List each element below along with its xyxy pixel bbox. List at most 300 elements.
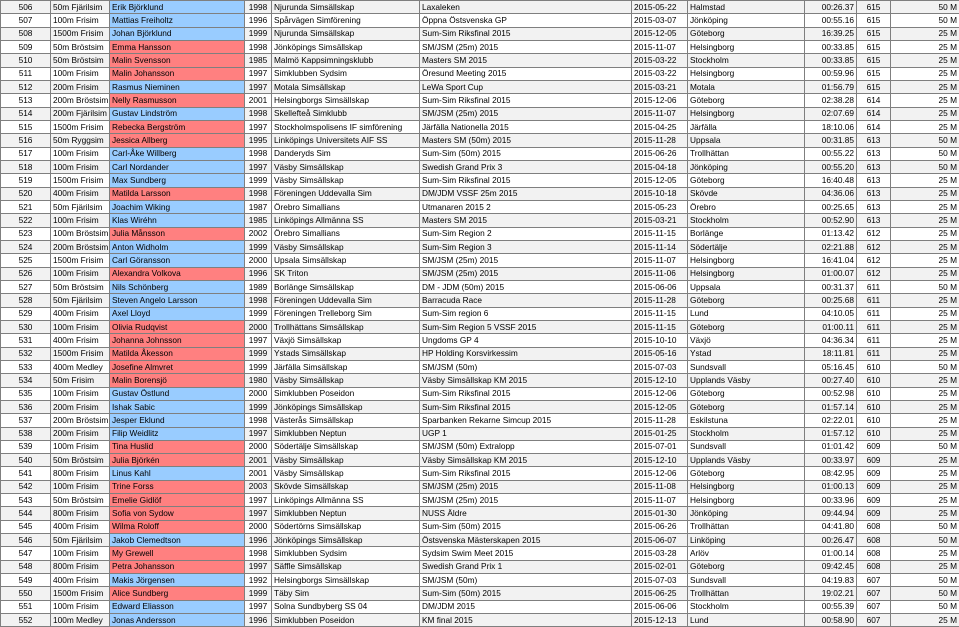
birth-year-cell: 1996	[245, 534, 272, 547]
club-cell: Föreningen Uddevalla Sim	[272, 187, 420, 200]
table-row	[1, 94, 959, 107]
rank-cell: 535	[1, 387, 51, 400]
time-cell: 00:31.85	[805, 134, 857, 147]
birth-year-cell: 2000	[245, 320, 272, 333]
points-cell: 611	[857, 307, 891, 320]
club-cell: Föreningen Uddevalla Sim	[272, 294, 420, 307]
rank-cell: 520	[1, 187, 51, 200]
meet-cell: SM/JSM (25m) 2015	[420, 40, 632, 53]
birth-year-cell: 1997	[245, 560, 272, 573]
table-row	[1, 387, 959, 400]
time-cell: 00:55.20	[805, 160, 857, 173]
city-cell: Eskilstuna	[688, 414, 805, 427]
time-cell: 19:02.21	[805, 587, 857, 600]
points-cell: 613	[857, 160, 891, 173]
course-cell: 25 M	[891, 480, 959, 493]
time-cell: 00:58.90	[805, 614, 857, 627]
swimmer-name-cell: Alexandra Volkova	[110, 267, 245, 280]
city-cell: Göteborg	[688, 94, 805, 107]
course-cell: 25 M	[891, 507, 959, 520]
date-cell: 2015-11-06	[632, 267, 688, 280]
birth-year-cell: 1999	[245, 240, 272, 253]
club-cell: Helsingborgs Simsällskap	[272, 94, 420, 107]
rank-cell: 516	[1, 134, 51, 147]
date-cell: 2015-03-21	[632, 214, 688, 227]
city-cell: Göteborg	[688, 174, 805, 187]
birth-year-cell: 2000	[245, 387, 272, 400]
course-cell: 25 M	[891, 174, 959, 187]
swimmer-name-cell: Malin Borensjö	[110, 374, 245, 387]
city-cell: Helsingborg	[688, 267, 805, 280]
time-cell: 04:19.83	[805, 574, 857, 587]
rank-cell: 510	[1, 54, 51, 67]
time-cell: 00:26.37	[805, 1, 857, 14]
city-cell: Upplands Väsby	[688, 454, 805, 467]
city-cell: Uppsala	[688, 134, 805, 147]
rank-cell: 549	[1, 574, 51, 587]
time-cell: 16:41.04	[805, 254, 857, 267]
city-cell: Göteborg	[688, 400, 805, 413]
date-cell: 2015-11-28	[632, 134, 688, 147]
date-cell: 2015-12-05	[632, 27, 688, 40]
points-cell: 610	[857, 374, 891, 387]
points-cell: 609	[857, 454, 891, 467]
event-cell: 800m Frisim	[51, 560, 110, 573]
table-row	[1, 494, 959, 507]
points-cell: 613	[857, 147, 891, 160]
meet-cell: Swedish Grand Prix 1	[420, 560, 632, 573]
table-row	[1, 467, 959, 480]
rank-cell: 533	[1, 360, 51, 373]
date-cell: 2015-06-07	[632, 534, 688, 547]
city-cell: Motala	[688, 80, 805, 93]
time-cell: 00:33.97	[805, 454, 857, 467]
time-cell: 00:26.47	[805, 534, 857, 547]
club-cell: Linköpings Allmänna SS	[272, 494, 420, 507]
table-row	[1, 520, 959, 533]
course-cell: 50 M	[891, 280, 959, 293]
table-row	[1, 200, 959, 213]
club-cell: Väsby Simsällskap	[272, 374, 420, 387]
course-cell: 25 M	[891, 347, 959, 360]
birth-year-cell: 1998	[245, 1, 272, 14]
date-cell: 2015-10-18	[632, 187, 688, 200]
event-cell: 100m Frisim	[51, 547, 110, 560]
course-cell: 25 M	[891, 414, 959, 427]
course-cell: 25 M	[891, 200, 959, 213]
points-cell: 607	[857, 600, 891, 613]
meet-cell: HP Holding Korsvirkessim	[420, 347, 632, 360]
rank-cell: 528	[1, 294, 51, 307]
course-cell: 25 M	[891, 107, 959, 120]
club-cell: Väsby Simsällskap	[272, 240, 420, 253]
date-cell: 2015-04-25	[632, 120, 688, 133]
birth-year-cell: 1987	[245, 200, 272, 213]
swimmer-name-cell: Josefine Almvret	[110, 360, 245, 373]
meet-cell: Sum-Sim Region 2	[420, 227, 632, 240]
swimmer-name-cell: Carl Göransson	[110, 254, 245, 267]
club-cell: Trollhättans Simsällskap	[272, 320, 420, 333]
club-cell: Väsby Simsällskap	[272, 454, 420, 467]
meet-cell: Sum-Sim Riksfinal 2015	[420, 94, 632, 107]
club-cell: Motala Simsällskap	[272, 80, 420, 93]
table-row	[1, 454, 959, 467]
event-cell: 100m Frisim	[51, 480, 110, 493]
birth-year-cell: 1997	[245, 507, 272, 520]
club-cell: Jönköpings Simsällskap	[272, 400, 420, 413]
points-cell: 615	[857, 27, 891, 40]
birth-year-cell: 1998	[245, 547, 272, 560]
birth-year-cell: 1996	[245, 14, 272, 27]
table-row	[1, 574, 959, 587]
points-cell: 612	[857, 240, 891, 253]
rank-cell: 541	[1, 467, 51, 480]
table-row	[1, 40, 959, 53]
date-cell: 2015-12-05	[632, 400, 688, 413]
club-cell: Simklubben Sydsim	[272, 547, 420, 560]
rank-cell: 540	[1, 454, 51, 467]
date-cell: 2015-03-28	[632, 547, 688, 560]
time-cell: 00:55.16	[805, 14, 857, 27]
rank-cell: 530	[1, 320, 51, 333]
course-cell: 50 M	[891, 134, 959, 147]
course-cell: 25 M	[891, 227, 959, 240]
club-cell: Spårvägen Simförening	[272, 14, 420, 27]
swimmer-name-cell: Makis Jörgensen	[110, 574, 245, 587]
event-cell: 400m Frisim	[51, 574, 110, 587]
meet-cell: DM/JDM 2015	[420, 600, 632, 613]
course-cell: 50 M	[891, 600, 959, 613]
table-row	[1, 347, 959, 360]
meet-cell: Masters SM 2015	[420, 54, 632, 67]
table-row	[1, 294, 959, 307]
course-cell: 50 M	[891, 1, 959, 14]
meet-cell: Sum-Sim Region 3	[420, 240, 632, 253]
swimmer-name-cell: Jakob Clemedtson	[110, 534, 245, 547]
time-cell: 09:44.94	[805, 507, 857, 520]
date-cell: 2015-03-07	[632, 14, 688, 27]
event-cell: 50m Fjärilsim	[51, 1, 110, 14]
birth-year-cell: 1997	[245, 67, 272, 80]
time-cell: 08:42.95	[805, 467, 857, 480]
points-cell: 608	[857, 520, 891, 533]
rank-cell: 523	[1, 227, 51, 240]
rank-cell: 522	[1, 214, 51, 227]
birth-year-cell: 1980	[245, 374, 272, 387]
rank-cell: 518	[1, 160, 51, 173]
city-cell: Arlöv	[688, 547, 805, 560]
table-row	[1, 587, 959, 600]
table-row	[1, 280, 959, 293]
points-cell: 615	[857, 1, 891, 14]
meet-cell: Sum-Sim (50m) 2015	[420, 147, 632, 160]
time-cell: 01:01.42	[805, 440, 857, 453]
course-cell: 25 M	[891, 400, 959, 413]
time-cell: 01:00.07	[805, 267, 857, 280]
event-cell: 1500m Frisim	[51, 27, 110, 40]
event-cell: 1500m Frisim	[51, 347, 110, 360]
course-cell: 25 M	[891, 614, 959, 627]
time-cell: 00:33.96	[805, 494, 857, 507]
points-cell: 610	[857, 414, 891, 427]
date-cell: 2015-11-15	[632, 307, 688, 320]
rank-cell: 507	[1, 14, 51, 27]
points-cell: 612	[857, 254, 891, 267]
event-cell: 400m Frisim	[51, 520, 110, 533]
club-cell: Järfälla Simsällskap	[272, 360, 420, 373]
city-cell: Jönköping	[688, 160, 805, 173]
meet-cell: Sparbanken Rekarne Simcup 2015	[420, 414, 632, 427]
table-row	[1, 120, 959, 133]
table-row	[1, 240, 959, 253]
city-cell: Ystad	[688, 347, 805, 360]
rank-cell: 517	[1, 147, 51, 160]
event-cell: 50m Ryggsim	[51, 134, 110, 147]
table-row	[1, 534, 959, 547]
rank-cell: 544	[1, 507, 51, 520]
swimmer-name-cell: Anton Widholm	[110, 240, 245, 253]
meet-cell: Ungdoms GP 4	[420, 334, 632, 347]
event-cell: 100m Frisim	[51, 214, 110, 227]
points-cell: 612	[857, 227, 891, 240]
club-cell: Njurunda Simsällskap	[272, 27, 420, 40]
time-cell: 00:52.90	[805, 214, 857, 227]
rank-cell: 542	[1, 480, 51, 493]
table-row	[1, 107, 959, 120]
birth-year-cell: 1998	[245, 147, 272, 160]
points-cell: 607	[857, 574, 891, 587]
date-cell: 2015-12-10	[632, 454, 688, 467]
meet-cell: Sydsim Swim Meet 2015	[420, 547, 632, 560]
table-row	[1, 600, 959, 613]
city-cell: Göteborg	[688, 320, 805, 333]
event-cell: 50m Bröstsim	[51, 280, 110, 293]
points-cell: 611	[857, 334, 891, 347]
date-cell: 2015-05-22	[632, 1, 688, 14]
city-cell: Stockholm	[688, 600, 805, 613]
points-cell: 610	[857, 387, 891, 400]
time-cell: 01:57.12	[805, 427, 857, 440]
rank-cell: 511	[1, 67, 51, 80]
table-row	[1, 427, 959, 440]
date-cell: 2015-07-03	[632, 574, 688, 587]
birth-year-cell: 1999	[245, 587, 272, 600]
table-row	[1, 54, 959, 67]
rank-cell: 512	[1, 80, 51, 93]
rank-cell: 509	[1, 40, 51, 53]
swimmer-name-cell: Jesper Eklund	[110, 414, 245, 427]
birth-year-cell: 1995	[245, 134, 272, 147]
date-cell: 2015-12-06	[632, 94, 688, 107]
swimmer-name-cell: Matilda Åkesson	[110, 347, 245, 360]
event-cell: 100m Frisim	[51, 440, 110, 453]
city-cell: Jönköping	[688, 14, 805, 27]
rank-cell: 514	[1, 107, 51, 120]
swimmer-name-cell: Nils Schönberg	[110, 280, 245, 293]
birth-year-cell: 1998	[245, 107, 272, 120]
club-cell: Borlänge Simsällskap	[272, 280, 420, 293]
swimmer-name-cell: Edward Eliasson	[110, 600, 245, 613]
birth-year-cell: 2000	[245, 440, 272, 453]
birth-year-cell: 1998	[245, 414, 272, 427]
table-row	[1, 174, 959, 187]
city-cell: Örebro	[688, 200, 805, 213]
date-cell: 2015-05-16	[632, 347, 688, 360]
meet-cell: NUSS Äldre	[420, 507, 632, 520]
club-cell: Jönköpings Simsällskap	[272, 40, 420, 53]
meet-cell: Masters SM 2015	[420, 214, 632, 227]
birth-year-cell: 2000	[245, 254, 272, 267]
swimmer-name-cell: Johanna Johnsson	[110, 334, 245, 347]
event-cell: 1500m Frisim	[51, 587, 110, 600]
date-cell: 2015-06-06	[632, 280, 688, 293]
time-cell: 01:57.14	[805, 400, 857, 413]
table-row	[1, 400, 959, 413]
event-cell: 100m Frisim	[51, 600, 110, 613]
meet-cell: SM/JSM (50m) Extralopp	[420, 440, 632, 453]
date-cell: 2015-07-03	[632, 360, 688, 373]
meet-cell: Sum-Sim Riksfinal 2015	[420, 174, 632, 187]
event-cell: 50m Bröstsim	[51, 40, 110, 53]
points-cell: 609	[857, 440, 891, 453]
rank-cell: 534	[1, 374, 51, 387]
table-row	[1, 214, 959, 227]
course-cell: 25 M	[891, 94, 959, 107]
meet-cell: Sum-Sim Riksfinal 2015	[420, 27, 632, 40]
date-cell: 2015-11-07	[632, 494, 688, 507]
city-cell: Stockholm	[688, 54, 805, 67]
swimmer-name-cell: Nelly Rasmusson	[110, 94, 245, 107]
city-cell: Helsingborg	[688, 67, 805, 80]
points-cell: 615	[857, 40, 891, 53]
club-cell: Väsby Simsällskap	[272, 467, 420, 480]
rank-cell: 536	[1, 400, 51, 413]
birth-year-cell: 1997	[245, 600, 272, 613]
time-cell: 00:25.65	[805, 200, 857, 213]
time-cell: 04:36.34	[805, 334, 857, 347]
birth-year-cell: 1997	[245, 160, 272, 173]
club-cell: Helsingborgs Simsällskap	[272, 574, 420, 587]
birth-year-cell: 1999	[245, 360, 272, 373]
date-cell: 2015-11-15	[632, 227, 688, 240]
event-cell: 100m Frisim	[51, 387, 110, 400]
date-cell: 2015-12-13	[632, 614, 688, 627]
course-cell: 25 M	[891, 387, 959, 400]
time-cell: 04:41.80	[805, 520, 857, 533]
table-row	[1, 320, 959, 333]
course-cell: 50 M	[891, 440, 959, 453]
meet-cell: Swedish Grand Prix 3	[420, 160, 632, 173]
time-cell: 01:13.42	[805, 227, 857, 240]
time-cell: 00:59.96	[805, 67, 857, 80]
time-cell: 00:33.85	[805, 54, 857, 67]
meet-cell: SM/JSM (25m) 2015	[420, 107, 632, 120]
meet-cell: UGP 1	[420, 427, 632, 440]
city-cell: Sundsvall	[688, 440, 805, 453]
points-cell: 615	[857, 80, 891, 93]
meet-cell: Järfälla Nationella 2015	[420, 120, 632, 133]
birth-year-cell: 2002	[245, 227, 272, 240]
city-cell: Lund	[688, 614, 805, 627]
meet-cell: Östsvenska Mästerskapen 2015	[420, 534, 632, 547]
course-cell: 25 M	[891, 40, 959, 53]
meet-cell: SM/JSM (50m)	[420, 360, 632, 373]
city-cell: Linköping	[688, 534, 805, 547]
city-cell: Helsingborg	[688, 40, 805, 53]
points-cell: 610	[857, 427, 891, 440]
rank-cell: 531	[1, 334, 51, 347]
city-cell: Södertälje	[688, 240, 805, 253]
table-row	[1, 227, 959, 240]
rank-cell: 537	[1, 414, 51, 427]
club-cell: SK Triton	[272, 267, 420, 280]
date-cell: 2015-12-05	[632, 174, 688, 187]
table-row	[1, 80, 959, 93]
birth-year-cell: 2000	[245, 520, 272, 533]
course-cell: 50 M	[891, 574, 959, 587]
course-cell: 25 M	[891, 294, 959, 307]
swimmer-name-cell: Tina Huslid	[110, 440, 245, 453]
city-cell: Halmstad	[688, 1, 805, 14]
points-cell: 609	[857, 494, 891, 507]
event-cell: 100m Bröstsim	[51, 227, 110, 240]
event-cell: 100m Medley	[51, 614, 110, 627]
time-cell: 02:07.69	[805, 107, 857, 120]
rank-cell: 527	[1, 280, 51, 293]
swimmer-name-cell: Gustav Lindström	[110, 107, 245, 120]
time-cell: 02:38.28	[805, 94, 857, 107]
time-cell: 00:55.39	[805, 600, 857, 613]
table-row	[1, 14, 959, 27]
points-cell: 614	[857, 120, 891, 133]
city-cell: Göteborg	[688, 27, 805, 40]
points-cell: 608	[857, 534, 891, 547]
birth-year-cell: 1985	[245, 54, 272, 67]
date-cell: 2015-11-28	[632, 414, 688, 427]
course-cell: 50 M	[891, 360, 959, 373]
birth-year-cell: 1992	[245, 574, 272, 587]
city-cell: Trollhättan	[688, 520, 805, 533]
time-cell: 00:31.37	[805, 280, 857, 293]
birth-year-cell: 1996	[245, 267, 272, 280]
event-cell: 100m Frisim	[51, 267, 110, 280]
table-row	[1, 414, 959, 427]
meet-cell: DM - JDM (50m) 2015	[420, 280, 632, 293]
meet-cell: SM/JSM (25m) 2015	[420, 267, 632, 280]
table-row	[1, 254, 959, 267]
points-cell: 613	[857, 214, 891, 227]
event-cell: 100m Frisim	[51, 14, 110, 27]
date-cell: 2015-06-26	[632, 147, 688, 160]
date-cell: 2015-12-06	[632, 467, 688, 480]
table-row	[1, 547, 959, 560]
course-cell: 50 M	[891, 147, 959, 160]
meet-cell: Öresund Meeting 2015	[420, 67, 632, 80]
points-cell: 614	[857, 107, 891, 120]
birth-year-cell: 2003	[245, 480, 272, 493]
swimmer-name-cell: Johan Björklund	[110, 27, 245, 40]
points-cell: 612	[857, 267, 891, 280]
event-cell: 400m Frisim	[51, 187, 110, 200]
swimmer-name-cell: Klas Wiréhn	[110, 214, 245, 227]
club-cell: Täby Sim	[272, 587, 420, 600]
table-row	[1, 67, 959, 80]
date-cell: 2015-06-26	[632, 520, 688, 533]
course-cell: 50 M	[891, 160, 959, 173]
rank-cell: 529	[1, 307, 51, 320]
time-cell: 01:00.14	[805, 547, 857, 560]
rank-cell: 550	[1, 587, 51, 600]
